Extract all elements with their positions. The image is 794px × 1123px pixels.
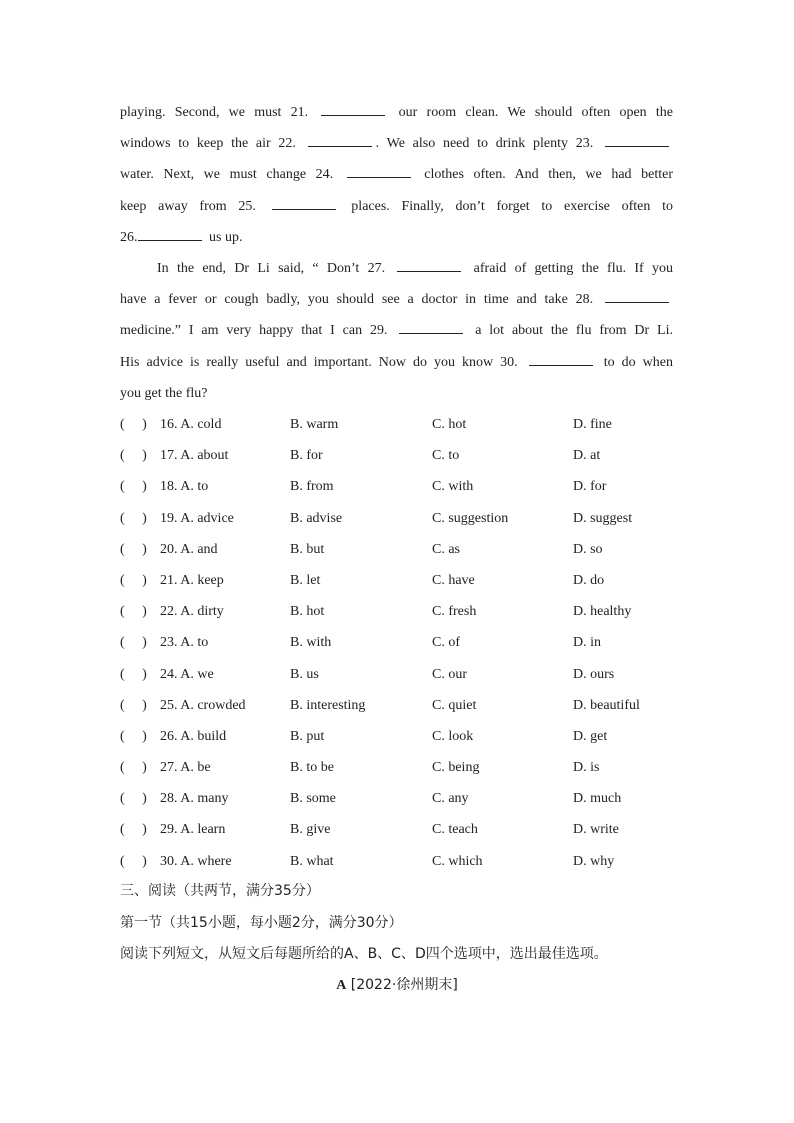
text-run: windows to keep the air 22. [120, 136, 304, 152]
option-a: 21. A. keep [160, 572, 224, 588]
option-d: D. fine [573, 417, 612, 432]
text-run: His advice is really useful and important. Now do you know 30. [120, 354, 525, 370]
option-d: D. suggest [573, 510, 633, 526]
option-b: B. us [290, 666, 319, 682]
option-c: C. quiet [432, 697, 477, 713]
option-row [120, 814, 680, 845]
answer-blank[interactable] [605, 290, 669, 303]
answer-blank[interactable] [399, 321, 463, 334]
option-c: C. suggestion [432, 510, 509, 526]
text-run: keep away from 25. [120, 198, 268, 214]
text-run: you get the flu? [120, 385, 208, 401]
option-row [120, 752, 680, 783]
answer-bracket[interactable]: ( ) [120, 760, 147, 776]
option-a: 17. A. about [160, 448, 229, 464]
answer-blank[interactable] [308, 134, 372, 147]
option-a: 29. A. learn [160, 822, 226, 838]
option-row [120, 440, 680, 471]
option-c: C. to [432, 448, 460, 464]
section-instruction: 阅读下列短文，从短文后每题所给的A、B、C、D四个选项中，选出最佳选项。 [120, 946, 608, 962]
option-c: C. hot [432, 417, 467, 432]
answer-bracket[interactable]: ( ) [120, 822, 147, 838]
answer-blank[interactable] [529, 353, 593, 366]
answer-blank[interactable] [397, 259, 461, 272]
option-a: 24. A. we [160, 666, 214, 682]
answer-bracket[interactable]: ( ) [120, 417, 147, 432]
option-b: B. give [290, 822, 331, 838]
passage-label-letter: A [336, 978, 347, 993]
option-c: C. with [432, 479, 474, 495]
passage-line [120, 97, 673, 128]
passage-line [120, 315, 673, 346]
option-c: C. being [432, 760, 480, 776]
passage-line [120, 191, 673, 222]
option-d: D. healthy [573, 604, 632, 620]
option-c: C. look [432, 728, 474, 744]
option-c: C. any [432, 791, 469, 807]
option-row [120, 783, 680, 814]
option-b: B. from [290, 479, 334, 495]
option-a: 30. A. where [160, 853, 232, 869]
option-row [120, 627, 680, 658]
answer-bracket[interactable]: ( ) [120, 853, 147, 869]
answer-blank[interactable] [138, 228, 202, 241]
option-b: B. with [290, 635, 332, 651]
passage-line [120, 378, 673, 409]
answer-blank[interactable] [321, 103, 385, 116]
text-run: places. Finally, don’t forget to exercise often to [339, 198, 673, 214]
answer-bracket[interactable]: ( ) [120, 791, 147, 807]
text-run: to do when [596, 354, 673, 370]
answer-bracket[interactable]: ( ) [120, 479, 147, 495]
answer-bracket[interactable]: ( ) [120, 541, 147, 557]
option-b: B. but [290, 541, 325, 557]
option-c: C. teach [432, 822, 478, 838]
option-b: B. some [290, 791, 336, 807]
passage-line [120, 159, 673, 190]
text-run: In the end, Dr Li said, “ Don’t 27. [157, 261, 394, 276]
text-run: our room clean. We should often open the [389, 105, 673, 120]
option-b: B. put [290, 728, 325, 744]
option-d: D. why [573, 853, 615, 869]
answer-bracket[interactable]: ( ) [120, 448, 147, 464]
option-a: 23. A. to [160, 635, 209, 651]
text-run: afraid of getting the flu. If you [465, 261, 673, 276]
option-row [120, 565, 680, 596]
answer-bracket[interactable]: ( ) [120, 697, 147, 713]
option-c: C. which [432, 853, 483, 869]
option-a: 25. A. crowded [160, 697, 246, 713]
passage-paragraph-2 [120, 253, 673, 409]
option-a: 18. A. to [160, 479, 209, 495]
answer-bracket[interactable]: ( ) [120, 604, 147, 620]
option-d: D. is [573, 760, 600, 776]
option-d: D. much [573, 791, 622, 807]
passage-label-source: [2022·徐州期末] [346, 977, 458, 993]
option-b: B. hot [290, 604, 325, 620]
option-d: D. get [573, 728, 608, 744]
section-heading: 三、阅读（共两节，满分35分） [120, 883, 320, 899]
option-row [120, 846, 680, 877]
option-c: C. as [432, 541, 460, 557]
option-d: D. ours [573, 666, 615, 682]
option-c: C. fresh [432, 604, 477, 620]
section-subheading: 第一节（共15小题，每小题2分，满分30分） [120, 915, 403, 931]
answer-blank[interactable] [272, 197, 336, 210]
option-b: B. advise [290, 510, 343, 526]
text-run: . We also need to drink plenty 23. [375, 136, 601, 152]
option-d: D. at [573, 448, 601, 464]
option-c: C. of [432, 635, 460, 651]
option-a: 27. A. be [160, 760, 211, 776]
option-b: B. to be [290, 760, 334, 776]
option-d: D. do [573, 572, 605, 588]
text-run: 26. [120, 229, 138, 245]
text-run: a lot about the flu from Dr Li. [467, 323, 673, 339]
option-a: 16. A. cold [160, 417, 222, 432]
option-a: 28. A. many [160, 791, 229, 807]
option-c: C. our [432, 666, 467, 682]
option-b: B. for [290, 448, 323, 464]
option-row [120, 659, 680, 690]
option-d: D. write [573, 822, 619, 838]
answer-bracket[interactable]: ( ) [120, 635, 147, 651]
option-a: 20. A. and [160, 541, 218, 557]
option-a: 26. A. build [160, 728, 227, 744]
text-run: medicine.” I am very happy that I can 29. [120, 323, 396, 339]
passage-line [120, 253, 673, 284]
passage-line [120, 222, 673, 253]
text-run: playing. Second, we must 21. [120, 105, 318, 120]
option-d: D. beautiful [573, 697, 640, 713]
option-a: 22. A. dirty [160, 604, 224, 620]
option-row [120, 721, 680, 752]
option-d: D. for [573, 479, 607, 495]
option-b: B. what [290, 853, 334, 869]
option-row [120, 690, 680, 721]
text-run: us up. [205, 229, 243, 245]
option-d: D. so [573, 541, 603, 557]
answer-bracket[interactable]: ( ) [120, 728, 147, 744]
options-list [120, 409, 680, 877]
answer-blank[interactable] [347, 165, 411, 178]
option-b: B. interesting [290, 697, 366, 713]
option-c: C. have [432, 572, 475, 588]
text-run: clothes often. And then, we had better [414, 167, 673, 183]
option-row [120, 596, 680, 627]
text-run: water. Next, we must change 24. [120, 167, 343, 183]
option-b: B. warm [290, 417, 339, 432]
option-d: D. in [573, 635, 601, 651]
option-row [120, 409, 680, 440]
answer-bracket[interactable]: ( ) [120, 510, 147, 526]
option-row [120, 534, 680, 565]
option-a: 19. A. advice [160, 510, 234, 526]
passage-paragraph-1 [120, 97, 673, 253]
option-row [120, 503, 680, 534]
passage-line [120, 347, 673, 378]
passage-line [120, 284, 673, 315]
text-run: have a fever or cough badly, you should see a doctor in time and take 28. [120, 292, 601, 308]
option-b: B. let [290, 572, 321, 588]
passage-line [120, 128, 673, 159]
option-row [120, 471, 680, 502]
answer-bracket[interactable]: ( ) [120, 666, 147, 682]
answer-bracket[interactable]: ( ) [120, 572, 147, 588]
answer-blank[interactable] [605, 134, 669, 147]
passage-label [0, 974, 794, 994]
